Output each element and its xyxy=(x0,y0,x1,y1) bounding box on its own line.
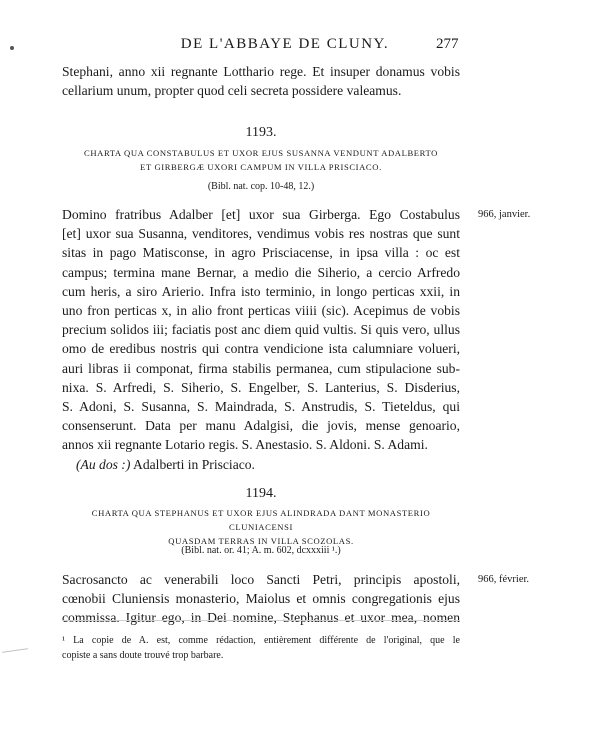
intro-paragraph xyxy=(62,62,460,100)
charter-title-line: QUASDAM TERRAS IN VILLA SCOZOLAS. xyxy=(168,536,354,546)
endorsement-line xyxy=(62,455,460,474)
margin-scratch xyxy=(2,648,28,653)
footnote-line: ¹ La copie de A. est, comme rédaction, entièrement différente de l'original, que le xyxy=(62,635,460,646)
text-line: annos xii regnante Lotario regis. S. Anestasio. S. Aldoni. S. Adami. xyxy=(62,437,428,453)
charter-text xyxy=(62,205,460,474)
charter-source: (Bibl. nat. or. 41; A. m. 602, dcxxxiii ¹.) xyxy=(181,545,341,556)
text-line: [et] uxor sua Susanna, venditores, vendimus vobis res nostras que sunt xyxy=(62,226,460,242)
charter-title xyxy=(62,146,460,174)
text-line: omo de eredibus nostris qui contra vendicione ista calumniare volueri, xyxy=(62,341,460,357)
charter-title-line: ET GIRBERGÆ UXORI CAMPUM IN VILLA PRISCIACO. xyxy=(140,162,382,172)
charter-title-line: CHARTA QUA STEPHANUS ET UXOR EJUS ALINDRADA DANT MONASTERIO CLUNIACENSI xyxy=(91,508,431,532)
charter-number: 1193. xyxy=(245,125,277,140)
text-line: cum heris, a siro Arierio. Infra isto terminio, in longo perticas xxii, in xyxy=(62,283,460,299)
text-line: S. Adoni, S. Susanna, S. Maindrada, S. Anstrudis, S. Tieteldus, qui xyxy=(62,399,460,415)
text-line: auri libras ii componat, firma stabilis permanea, cum stipulacione sub- xyxy=(62,360,460,376)
footnote-divider xyxy=(62,620,460,621)
text-line: cellarium unum, propter quod celi secreta possidere valeamus. xyxy=(62,83,402,99)
footnote xyxy=(62,633,460,663)
text-line: uno fron perticas x, in alio front perticas viiii (sic). Acepimus de vobis xyxy=(62,303,460,319)
endorsement-label: (Au dos :) xyxy=(76,456,131,472)
charter-source: (Bibl. nat. cop. 10-48, 12.) xyxy=(207,181,315,192)
text-line: Stephani, anno xii regnante Lotthario rege. Et insuper donamus vobis xyxy=(62,64,460,79)
page-number: 277 xyxy=(436,36,459,52)
charter-title-line: CHARTA QUA CONSTABULUS ET UXOR EJUS SUSANNA VENDUNT ADALBERTO xyxy=(84,148,438,158)
text-line: campus; termina mane Bernar, a medio die Siherio, a cercio Arfredo xyxy=(62,264,460,280)
text-line: consenserunt. Data per manu Adalgisi, die jovis, mense genoario, xyxy=(62,418,460,434)
text-line: nixa. S. Arfredi, S. Siherio, S. Engelber, S. Lanterius, S. Disderius, xyxy=(62,379,460,395)
footnote-line: copiste a sans doute trouvé trop barbare. xyxy=(62,650,224,661)
charter-number: 1194. xyxy=(245,486,277,501)
text-line: Sacrosancto ac venerabili loco Sancti Petri, principis apostoli, xyxy=(62,572,460,587)
text-line: Domino fratribus Adalber [et] uxor sua Girberga. Ego Costabulus xyxy=(62,207,460,222)
text-line: cœnobii Cluniensis monasterio, Maiolus et omnis congregationis ejus xyxy=(62,591,460,607)
text-line: precium solidos iii; faciatis post anc diem quid vultis. Si quis vero, ullus xyxy=(62,322,460,338)
charter-date: 966, janvier. xyxy=(478,209,531,220)
running-header-title: DE L'ABBAYE DE CLUNY. xyxy=(180,36,390,52)
text-line: sitas in pago Matisconse, in agro Prisciacense, in ipsa villa : oc est xyxy=(62,245,460,261)
charter-date: 966, février. xyxy=(478,574,530,585)
charter-text xyxy=(62,570,460,628)
text-line: commissa. Igitur ego, in Dei nomine, Stephanus et uxor mea, nomen xyxy=(62,610,460,626)
margin-mark xyxy=(10,46,14,50)
endorsement-text: Adalberti in Prisciaco. xyxy=(130,456,255,472)
charter-title xyxy=(62,506,460,548)
